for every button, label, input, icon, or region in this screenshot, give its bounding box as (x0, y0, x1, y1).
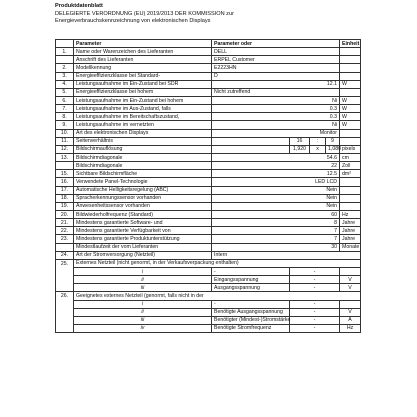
row-value: - (290, 284, 340, 292)
row-value: - (290, 324, 340, 332)
row-unit (340, 300, 361, 308)
spacer-cell (212, 145, 290, 153)
row-label: Mindestlaufzeit der vom Lieferanten (74, 243, 212, 251)
row-label: Name oder Warenzeichen des Lieferanten (74, 48, 212, 56)
row-value: 7 (212, 235, 340, 243)
row-number: 11. (56, 137, 74, 145)
sub-number: iv (74, 324, 212, 332)
row-label: Spracherkennungssensor vorhanden (74, 194, 212, 202)
value-b: 9 (326, 137, 340, 145)
row-number: 26. (56, 292, 74, 300)
row-value: Ni (212, 96, 340, 104)
sub-number: i (74, 267, 212, 275)
table-header-row (56, 40, 361, 48)
spacer-cell (56, 284, 74, 292)
row-number: 5. (56, 88, 74, 96)
row-label: - (212, 300, 290, 308)
table-row (56, 276, 361, 284)
row-value: Intern (212, 251, 361, 259)
row-label: Benötigte Ausgangsspannung (212, 308, 290, 316)
row-unit: A (340, 316, 361, 324)
table-row (56, 316, 361, 324)
row-label: Mindestens garantierte Software- und (74, 219, 212, 227)
row-label: Externes Netzteil (nicht genormt, in der Verkaufsverpackung enthalten) (74, 259, 361, 267)
value-a: 16 (290, 137, 310, 145)
header-value: Parameter oder (212, 40, 340, 48)
row-unit: V (340, 308, 361, 316)
table-row (56, 72, 361, 80)
table-row (56, 267, 361, 275)
table-row (56, 308, 361, 316)
row-label: Bildschirmauflösung (74, 145, 212, 153)
row-label: Art des elektronischen Displays (74, 129, 212, 137)
row-unit: Hz (340, 324, 361, 332)
regulation-line-1: DELEGIERTE VERORDNUNG (EU) 2019/2013 DER KOMMISSION zur (55, 10, 234, 17)
row-unit (340, 137, 361, 145)
row-label: Eingangsspannung (212, 276, 290, 284)
row-label: - (212, 267, 290, 275)
row-label: Leistungsaufnahme im Ein-Zustand bei hohem (74, 96, 212, 104)
row-value: - (290, 300, 340, 308)
table-row (56, 210, 361, 218)
row-unit: W (340, 121, 361, 129)
row-value: 12.5 (212, 170, 340, 178)
row-number: 15. (56, 170, 74, 178)
row-number: 23. (56, 235, 74, 243)
table-row (56, 194, 361, 202)
row-label: Bildschirmdiagonale (74, 153, 212, 161)
row-label: Ausgangsspannung (212, 284, 290, 292)
row-number: 25. (56, 259, 74, 267)
table-row (56, 48, 361, 56)
row-unit (340, 72, 361, 80)
datasheet-title: Produktdatenblatt (55, 3, 103, 9)
row-unit: Zoll (340, 162, 361, 170)
row-unit (340, 178, 361, 186)
row-value: - (290, 316, 340, 324)
table-row (56, 259, 361, 267)
row-number: 10. (56, 129, 74, 137)
row-value: 60 (212, 210, 340, 218)
spacer-cell (56, 308, 74, 316)
row-value: - (290, 267, 340, 275)
row-value: Nein (212, 194, 340, 202)
row-unit: W (340, 105, 361, 113)
row-unit (340, 202, 361, 210)
header-parameter: Parameter (74, 40, 212, 48)
row-value: 12.1 (212, 80, 340, 88)
row-number (56, 56, 74, 64)
row-unit: Monate (340, 243, 361, 251)
header-unit: Einheit (340, 40, 361, 48)
table-row (56, 113, 361, 121)
table-row (56, 227, 361, 235)
row-number (56, 162, 74, 170)
row-number: 16. (56, 178, 74, 186)
row-number: 13. (56, 153, 74, 161)
table-row (56, 64, 361, 72)
row-unit: V (340, 276, 361, 284)
row-number: 7. (56, 105, 74, 113)
row-unit: Jahre (340, 219, 361, 227)
row-number: 12. (56, 145, 74, 153)
row-label: Automatische Helligkeitsregelung (ABC) (74, 186, 212, 194)
row-value: Nicht zutreffend (212, 88, 340, 96)
spacer-cell (56, 316, 74, 324)
row-label: Energieeffizienzklasse bei Standard- (74, 72, 212, 80)
row-unit (340, 186, 361, 194)
row-number: 20. (56, 210, 74, 218)
row-value: Nein (212, 202, 340, 210)
row-label: Mindestens garantierte Produktunterstützung (74, 235, 212, 243)
row-number: 9. (56, 121, 74, 129)
table-row (56, 219, 361, 227)
row-unit: Jahre (340, 227, 361, 235)
table-row (56, 284, 361, 292)
table-row (56, 105, 361, 113)
row-label: Seitenverhältnis (74, 137, 212, 145)
row-number: 21. (56, 219, 74, 227)
table-row (56, 137, 361, 145)
row-unit: Jahre (340, 235, 361, 243)
datasheet-header (55, 3, 339, 26)
row-unit: W (340, 80, 361, 88)
table-row (56, 324, 361, 332)
value-b: 1,080 (326, 145, 340, 153)
row-unit (340, 48, 361, 56)
sub-number: iii (74, 316, 212, 324)
row-unit: W (340, 96, 361, 104)
table-row (56, 80, 361, 88)
spacer-cell (56, 324, 74, 332)
row-number: 1. (56, 48, 74, 56)
row-number: 6. (56, 96, 74, 104)
row-unit: dm² (340, 170, 361, 178)
table-row (56, 292, 361, 300)
row-unit: Hz (340, 210, 361, 218)
row-label: Modellkennung (74, 64, 212, 72)
sub-number: ii (74, 308, 212, 316)
table-row (56, 186, 361, 194)
header-number-cell (56, 40, 74, 48)
datasheet-table (55, 39, 361, 333)
row-value: - (290, 276, 340, 284)
row-number: 3. (56, 72, 74, 80)
row-unit: V (340, 284, 361, 292)
table-row (56, 251, 361, 259)
table-row (56, 235, 361, 243)
row-value: ERPEL Customer (212, 56, 340, 64)
row-label: Bildschirmdiagonale (74, 162, 212, 170)
sub-number: ii (74, 276, 212, 284)
row-label: Verwendete Panel-Technologie (74, 178, 212, 186)
row-value: 7 (212, 227, 340, 235)
row-unit (340, 129, 361, 137)
value-separator: : (310, 137, 326, 145)
row-label: Bildwiederholfrequenz (Standard) (74, 210, 212, 218)
row-label: Leistungsaufnahme im Bereitschaftszustand, (74, 113, 212, 121)
row-label: Anschrift des Lieferanten (74, 56, 212, 64)
row-unit (340, 56, 361, 64)
row-unit (340, 267, 361, 275)
row-unit: cm (340, 153, 361, 161)
row-value: 0.3 (212, 105, 340, 113)
row-label: Mindestens garantierte Verfügbarkeit von (74, 227, 212, 235)
table-row (56, 178, 361, 186)
row-label: Leistungsaufnahme im Aus-Zustand, falls (74, 105, 212, 113)
row-value: Ni (212, 121, 340, 129)
row-unit: W (340, 113, 361, 121)
row-number: 17. (56, 186, 74, 194)
row-label: Benötigte Stromfrequenz (212, 324, 290, 332)
table-row (56, 153, 361, 161)
table-row (56, 145, 361, 153)
row-value: - (290, 308, 340, 316)
regulation-line-2: Energieverbrauchskennzeichnung von elektronischen Displays (55, 18, 211, 25)
row-label: Energieeffizienzklasse bei hohem (74, 88, 212, 96)
table-row (56, 170, 361, 178)
row-value: 0.3 (212, 113, 340, 121)
table-row (56, 300, 361, 308)
spacer-cell (212, 137, 290, 145)
table-row (56, 162, 361, 170)
sub-number: iii (74, 284, 212, 292)
row-number (56, 243, 74, 251)
row-value: LED LCD (212, 178, 340, 186)
row-number: 22. (56, 227, 74, 235)
row-value: 8 (212, 219, 340, 227)
row-value: E2223HN (212, 64, 340, 72)
row-unit (340, 194, 361, 202)
row-number: 4. (56, 80, 74, 88)
table-row (56, 202, 361, 210)
spacer-cell (56, 267, 74, 275)
spacer-cell (56, 276, 74, 284)
value-a: 1,920 (290, 145, 310, 153)
row-label: Leistungsaufnahme im vernetzten (74, 121, 212, 129)
row-label: Geeignetes externes Netzteil (genormt, falls nicht in der (74, 292, 361, 300)
row-value: D (212, 72, 340, 80)
row-value: 22 (212, 162, 340, 170)
row-label: Benötigter (Mindest-)Stromstärke (212, 316, 290, 324)
row-value: 30 (212, 243, 340, 251)
row-value: Nein (212, 186, 340, 194)
row-number: 8. (56, 113, 74, 121)
row-label: Sichtbare Bildschirmfläche (74, 170, 212, 178)
row-value: 54.6 (212, 153, 340, 161)
sub-number: i (74, 300, 212, 308)
row-label: Anwesenheitssensor vorhanden (74, 202, 212, 210)
row-number: 18. (56, 194, 74, 202)
table-row (56, 129, 361, 137)
row-number: 2. (56, 64, 74, 72)
table-row (56, 88, 361, 96)
row-label: Leistungsaufnahme im Ein-Zustand bei SDR (74, 80, 212, 88)
row-value: Monitor (212, 129, 340, 137)
row-number: 19. (56, 202, 74, 210)
spacer-cell (56, 300, 74, 308)
table-row (56, 121, 361, 129)
row-unit (340, 88, 361, 96)
row-number: 24. (56, 251, 74, 259)
table-row (56, 96, 361, 104)
row-value: DELL (212, 48, 340, 56)
value-separator: x (310, 145, 326, 153)
row-unit: pixels (340, 145, 361, 153)
row-label: Art der Stromversorgung (Netzteil) (74, 251, 212, 259)
row-unit (340, 64, 361, 72)
table-row (56, 243, 361, 251)
table-row (56, 56, 361, 64)
